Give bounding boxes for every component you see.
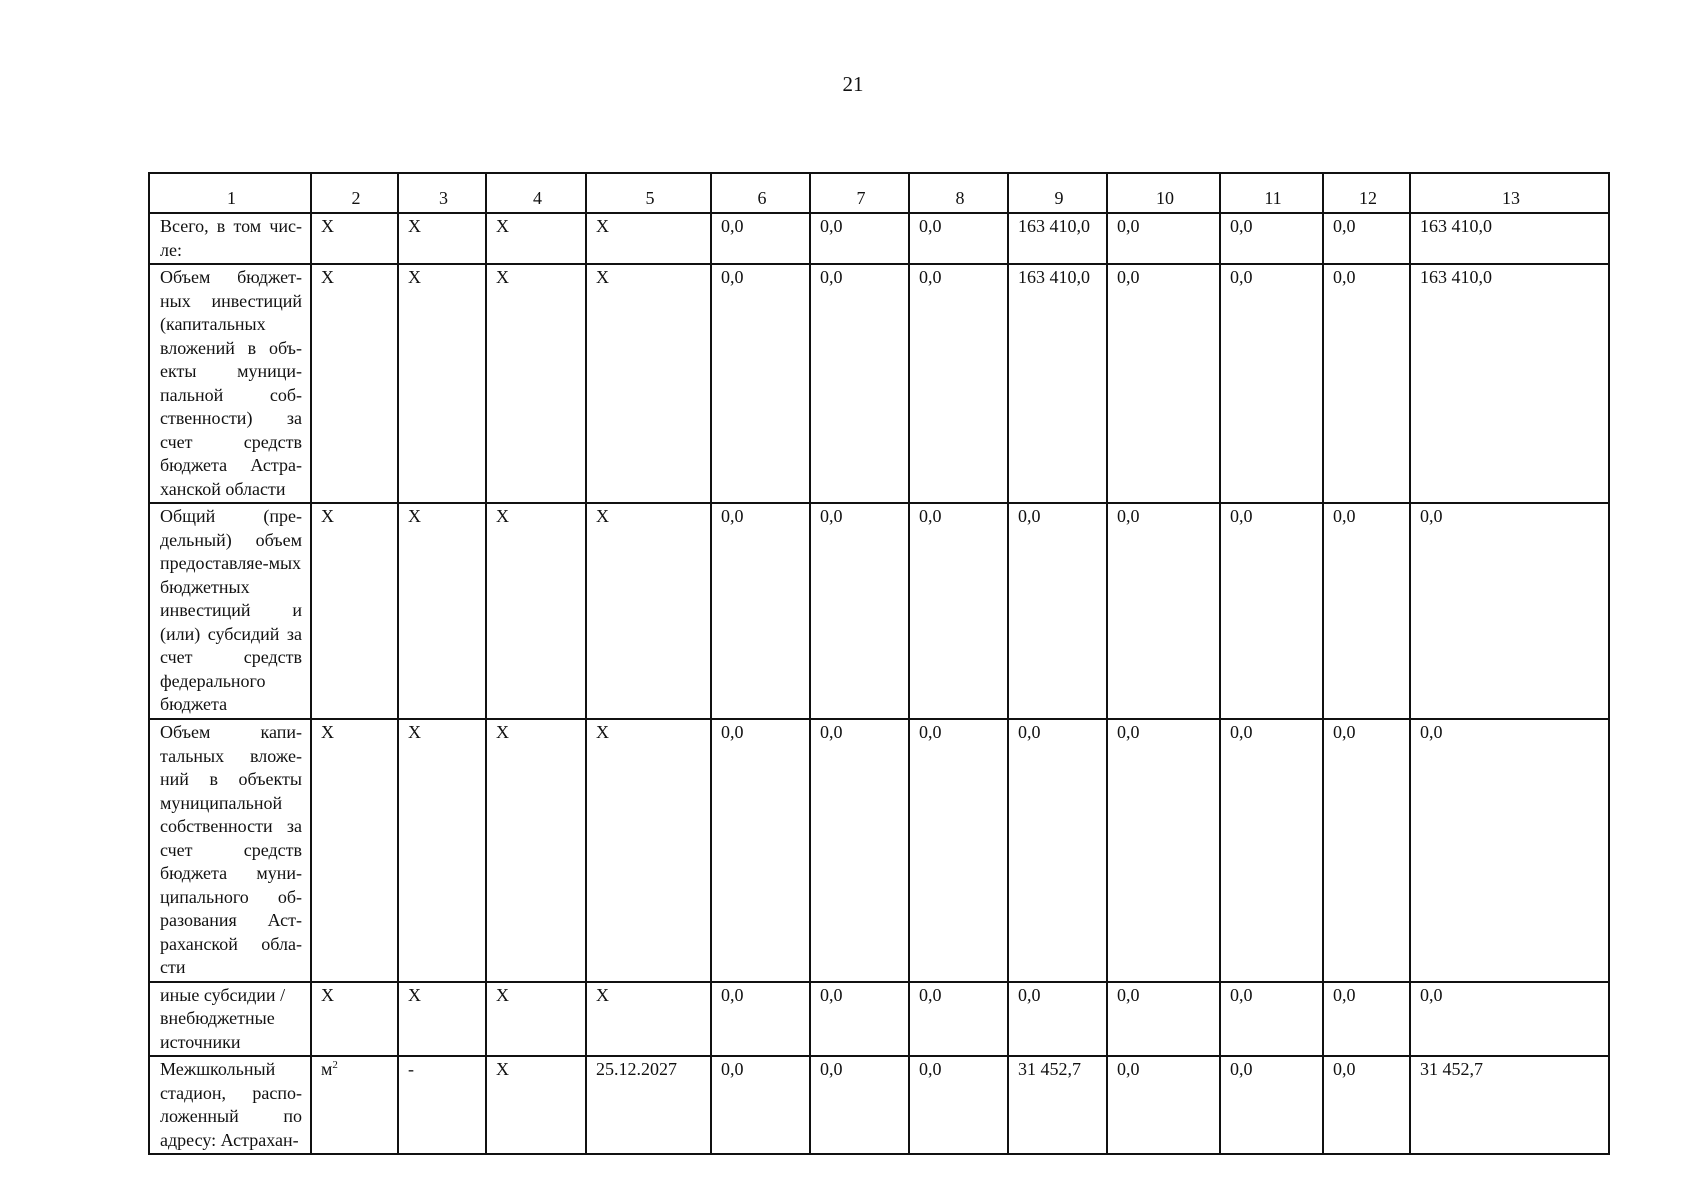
table-cell: 0,0: [909, 1056, 1008, 1154]
table-cell: 0,0: [909, 264, 1008, 503]
table-cell: 163 410,0: [1410, 264, 1609, 503]
table-cell: 0,0: [711, 213, 810, 264]
table-cell: 0,0: [909, 503, 1008, 719]
column-header: 1: [149, 173, 311, 213]
table-cell: 0,0: [1107, 264, 1220, 503]
table-cell: 0,0: [1220, 503, 1323, 719]
column-header: 5: [586, 173, 711, 213]
table-cell: 0,0: [711, 503, 810, 719]
table-cell: 0,0: [810, 264, 909, 503]
table-cell: 0,0: [1410, 503, 1609, 719]
table-cell: 0,0: [1323, 264, 1410, 503]
row-label: Объем капи-тальных вложе-ний в объекты муниципальной собственности за счет средств бюджета муни-ципального об-разования Аст-раханской обла-сти: [149, 719, 311, 982]
table-cell: 0,0: [1220, 982, 1323, 1057]
table-cell: 0,0: [810, 213, 909, 264]
column-header: 6: [711, 173, 810, 213]
table-cell: X: [486, 982, 586, 1057]
table-cell: 0,0: [1220, 264, 1323, 503]
column-header: 10: [1107, 173, 1220, 213]
table-cell: 0,0: [1107, 719, 1220, 982]
table-cell: 0,0: [1008, 982, 1107, 1057]
column-header: 8: [909, 173, 1008, 213]
unit-exponent: 2: [332, 1059, 338, 1071]
table-cell: X: [586, 264, 711, 503]
column-header: 4: [486, 173, 586, 213]
row-label: Общий (пре-дельный) объем предоставляе-мых бюджетных инвестиций и (или) субсидий за счет средств федерального бюджета: [149, 503, 311, 719]
column-header: 3: [398, 173, 486, 213]
table-cell: X: [586, 213, 711, 264]
table-cell: X: [486, 264, 586, 503]
table-cell: X: [311, 213, 398, 264]
table-cell: X: [398, 982, 486, 1057]
table-cell: X: [486, 1056, 586, 1154]
table-cell: 0,0: [1107, 982, 1220, 1057]
table-row-total: [149, 213, 1609, 264]
table-cell: X: [586, 719, 711, 982]
column-header: 12: [1323, 173, 1410, 213]
table-cell: X: [398, 213, 486, 264]
table-cell: 0,0: [1323, 1056, 1410, 1154]
table-cell: 0,0: [1323, 982, 1410, 1057]
table-cell: X: [486, 503, 586, 719]
table-row-regional-budget: [149, 264, 1609, 503]
table-cell: X: [311, 264, 398, 503]
table-cell: X: [586, 503, 711, 719]
table-cell: 0,0: [909, 719, 1008, 982]
table-cell: -: [398, 1056, 486, 1154]
table-cell: 25.12.2027: [586, 1056, 711, 1154]
table-cell: 0,0: [711, 982, 810, 1057]
table-cell: 0,0: [711, 1056, 810, 1154]
table-cell: 0,0: [1107, 503, 1220, 719]
table-row-other-sources: [149, 982, 1609, 1057]
table-cell: X: [398, 503, 486, 719]
table-cell: X: [311, 503, 398, 719]
table-row-federal-budget: [149, 503, 1609, 719]
table-cell: X: [398, 264, 486, 503]
table-cell: 163 410,0: [1008, 264, 1107, 503]
table-cell: 0,0: [1107, 213, 1220, 264]
unit-base: м: [321, 1059, 333, 1079]
table-cell: 0,0: [1323, 503, 1410, 719]
column-header: 13: [1410, 173, 1609, 213]
table-cell: 163 410,0: [1410, 213, 1609, 264]
column-header: 7: [810, 173, 909, 213]
table-cell: 0,0: [909, 982, 1008, 1057]
table-row-municipal-budget: [149, 719, 1609, 982]
table-cell: 0,0: [1008, 719, 1107, 982]
table-cell: 0,0: [1410, 719, 1609, 982]
table-cell: 0,0: [1008, 503, 1107, 719]
row-label: иные субсидии / внебюджетные источники: [149, 982, 311, 1057]
row-label: Межшкольный стадион, распо-ложенный по адресу: Астрахан-: [149, 1056, 311, 1154]
table-cell: 0,0: [810, 719, 909, 982]
table-cell: 163 410,0: [1008, 213, 1107, 264]
table-cell: 0,0: [810, 503, 909, 719]
table-row-stadium: [149, 1056, 1609, 1154]
table-cell: 31 452,7: [1410, 1056, 1609, 1154]
page-number: 21: [842, 72, 864, 96]
table-cell: 0,0: [1107, 1056, 1220, 1154]
table-cell: 0,0: [1220, 719, 1323, 982]
table-cell: 0,0: [909, 213, 1008, 264]
table-cell: 0,0: [1323, 213, 1410, 264]
table-cell: 0,0: [711, 719, 810, 982]
table-cell: X: [398, 719, 486, 982]
table-cell: 0,0: [1410, 982, 1609, 1057]
table-cell: X: [486, 719, 586, 982]
column-header: 2: [311, 173, 398, 213]
table-cell: X: [586, 982, 711, 1057]
table-cell: 0,0: [1220, 1056, 1323, 1154]
table-cell: 0,0: [1323, 719, 1410, 982]
row-label: Объем бюджет-ных инвестиций (капитальных вложений в объ-екты муници-пальной соб-ственности) за счет средств бюджета Астра-ханской области: [149, 264, 311, 503]
column-header: 9: [1008, 173, 1107, 213]
row-label: Всего, в том чис-ле:: [149, 213, 311, 264]
header-row: [149, 173, 1609, 213]
table-cell: X: [311, 719, 398, 982]
table-cell: X: [311, 982, 398, 1057]
table-cell: X: [486, 213, 586, 264]
table-cell: 0,0: [1220, 213, 1323, 264]
table-cell: 0,0: [810, 982, 909, 1057]
table-cell: 0,0: [711, 264, 810, 503]
table-cell: 31 452,7: [1008, 1056, 1107, 1154]
unit-cell: [311, 1056, 398, 1154]
table-cell: 0,0: [810, 1056, 909, 1154]
budget-table: [148, 172, 1610, 1155]
column-header: 11: [1220, 173, 1323, 213]
